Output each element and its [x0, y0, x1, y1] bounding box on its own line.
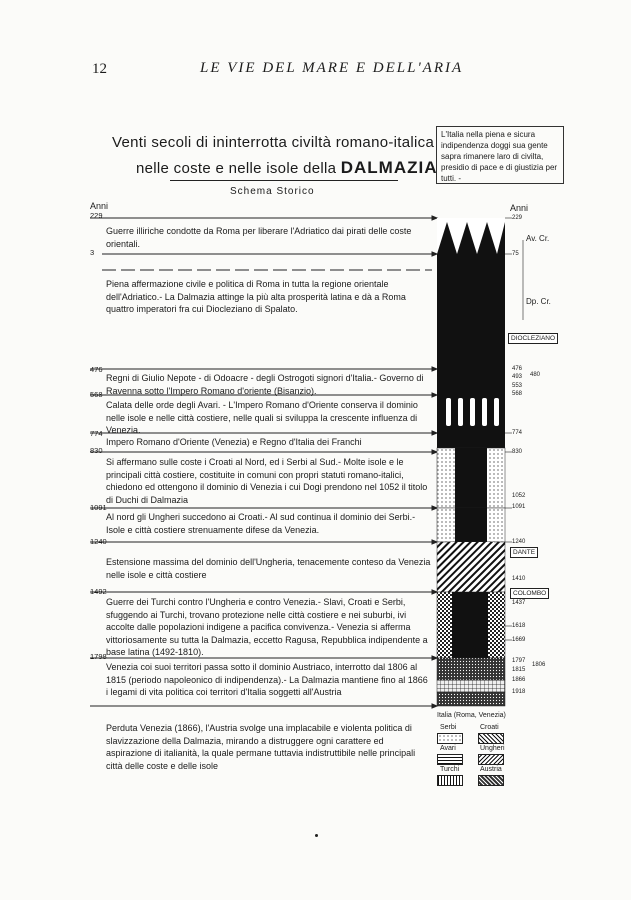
entry-croati-serbi: Si affermano sulle coste i Croati al Nord, ed i Serbi al Sud.- Molte isole e le principali città costiere, costituite in comuni con propri statuti romano-italici, chiedono ed ottengono il dominio di Venezia i cui Dogi prendono nel 1052 il titolo di Duchi di Dalmazia — [106, 457, 428, 505]
year-right: 75 — [512, 251, 519, 257]
year-left: 1240 — [90, 537, 107, 546]
croati-pattern-icon — [478, 733, 504, 744]
year-right: 1806 — [532, 662, 546, 668]
year-right: 1669 — [512, 637, 526, 643]
year-left: 3 — [90, 248, 95, 257]
entry-ungheri: Al nord gli Ungheri succedono ai Croati.- Al sud continua il dominio dei Serbi.- Isole e città costiere strenuamente difese da Venezia. — [106, 512, 416, 535]
year-left: 830 — [90, 446, 103, 455]
year-right: 774 — [512, 430, 523, 436]
left-axis-label: Anni — [90, 201, 109, 211]
year-right: 493 — [512, 374, 523, 380]
entry-regni: Regni di Giulio Nepote - di Odoacre - degli Ostrogoti signori d'Italia.- Governo di Ravenna sotto l'Impero Romano d'oriente (Bisanzio). — [106, 373, 424, 396]
dopo-cristo-label: Dp. Cr. — [526, 297, 551, 306]
chart-title-line1: Venti secoli di ininterrotta civiltà romano-italica — [112, 134, 435, 151]
year-right: 476 — [512, 366, 523, 372]
year-right: 1410 — [512, 576, 526, 582]
year-right: 1866 — [512, 677, 526, 683]
year-right: 1618 — [512, 623, 526, 629]
year-right: 568 — [512, 391, 523, 397]
entry-avari: Calata delle orde degli Avari. - L'Impero Romano d'Oriente conserva il dominio nelle isole e nelle città costiere, nelle quali si sviluppa la crescente influenza di Venezia. — [106, 400, 418, 435]
legend-label: Austria — [480, 766, 502, 773]
entry-perduta-venezia: Perduta Venezia (1866), l'Austria svolge una implacabile e violenta politica di slavizzazione della Dalmazia, mirando a distruggere ogni carattere ed aspirazione di italianità, la quale permane tuttavia indistruttibile nelle principali città delle coste e delle isole — [106, 723, 416, 771]
year-right: 1052 — [512, 493, 526, 499]
year-right: 1918 — [512, 689, 526, 695]
year-right: 1437 — [512, 600, 526, 606]
legend-label: Turchi — [440, 766, 460, 773]
year-left: 476 — [90, 365, 103, 374]
serbi-pattern-icon — [437, 733, 463, 744]
right-axis-label: Anni — [510, 203, 529, 213]
year-right: 1091 — [512, 504, 526, 510]
chart-title-line2: nelle coste e nelle isole della DALMAZIA — [136, 158, 438, 177]
legend-label: Croati — [480, 724, 499, 731]
legend-label: Avari — [440, 745, 456, 752]
chart-subtitle: Schema Storico — [230, 186, 315, 197]
year-480: 480 — [530, 372, 541, 378]
legend-label: Serbi — [440, 724, 457, 731]
running-title: LE VIE DEL MARE E DELL'ARIA — [200, 60, 464, 76]
year-left: 229 — [90, 211, 103, 220]
year-left: 1492 — [90, 587, 107, 596]
year-left: 1798 — [90, 652, 107, 661]
dante-tag: DANTE — [510, 547, 538, 558]
history-column — [437, 218, 505, 706]
turchi-pattern-icon — [437, 775, 463, 786]
year-right: 553 — [512, 383, 523, 389]
dalmazia-title: DALMAZIA — [340, 158, 438, 177]
page-number: 12 — [92, 61, 107, 77]
year-right: 1797 — [512, 658, 526, 664]
legend-label: Ungheri — [480, 745, 505, 752]
footer-dot — [315, 834, 318, 837]
colombo-tag: COLOMBO — [510, 588, 549, 599]
avanti-cristo-label: Av. Cr. — [526, 234, 550, 243]
entry-impero-franchi: Impero Romano d'Oriente (Venezia) e Regno d'Italia dei Franchi — [106, 437, 362, 447]
year-left: 568 — [90, 390, 103, 399]
year-right: 1815 — [512, 667, 526, 673]
year-right: 830 — [512, 449, 523, 455]
ungheri-pattern-icon — [478, 754, 504, 765]
legend-italia: Italia (Roma, Venezia) — [437, 712, 506, 719]
entry-ungheria-massima: Estensione massima del dominio dell'Ungheria, tenacemente conteso da Venezia nelle isole e città costiere — [106, 557, 431, 580]
entry-austria: Venezia coi suoi territori passa sotto il dominio Austriaco, interrotto dal 1806 al 1815 (periodo napoleonico di indipendenza).- La Dalmazia mantiene fino al 1866 i legami di vita politica coi territori d'Italia soggetti all'Austria — [106, 662, 428, 697]
austria-pattern-icon — [478, 775, 504, 786]
year-left: 1091 — [90, 503, 107, 512]
entry-turchi: Guerre dei Turchi contro l'Ungheria e contro Venezia.- Slavi, Croati e Serbi, sfuggendo ai Turchi, trovano protezione nelle città costiere e nei suburbi, ivi accolte dalle popolazioni indigene a pacifica convivenza.- Venezia si afferma vittoriosamente su tutta la Dalmazia, eccetto Ragusa, Repubblica indipendente a base latina (1492-1810). — [106, 597, 428, 657]
side-note-box: L'Italia nella piena e sicura indipendenza doggi sua gente sapra rimanere laro di civilta, presidio di pace e di giustizia per tutti. - — [436, 126, 564, 184]
diocleziano-tag: DIOCLEZIANO — [508, 333, 558, 344]
year-right: 229 — [512, 215, 523, 221]
year-right: 1240 — [512, 539, 526, 545]
avari-pattern-icon — [437, 754, 463, 765]
year-left: 774 — [90, 429, 103, 438]
entry-piena-affermazione: Piena affermazione civile e politica di Roma in tutta la regione orientale dell'Adriatico.- La Dalmazia attinge la più alta prosperità latina e dà a Roma quattro imperatori fra cui Diocleziano di Spalato. — [106, 279, 406, 314]
entry-guerre-illiriche: Guerre illiriche condotte da Roma per liberare l'Adriatico dai pirati delle coste orientali. — [106, 226, 412, 249]
